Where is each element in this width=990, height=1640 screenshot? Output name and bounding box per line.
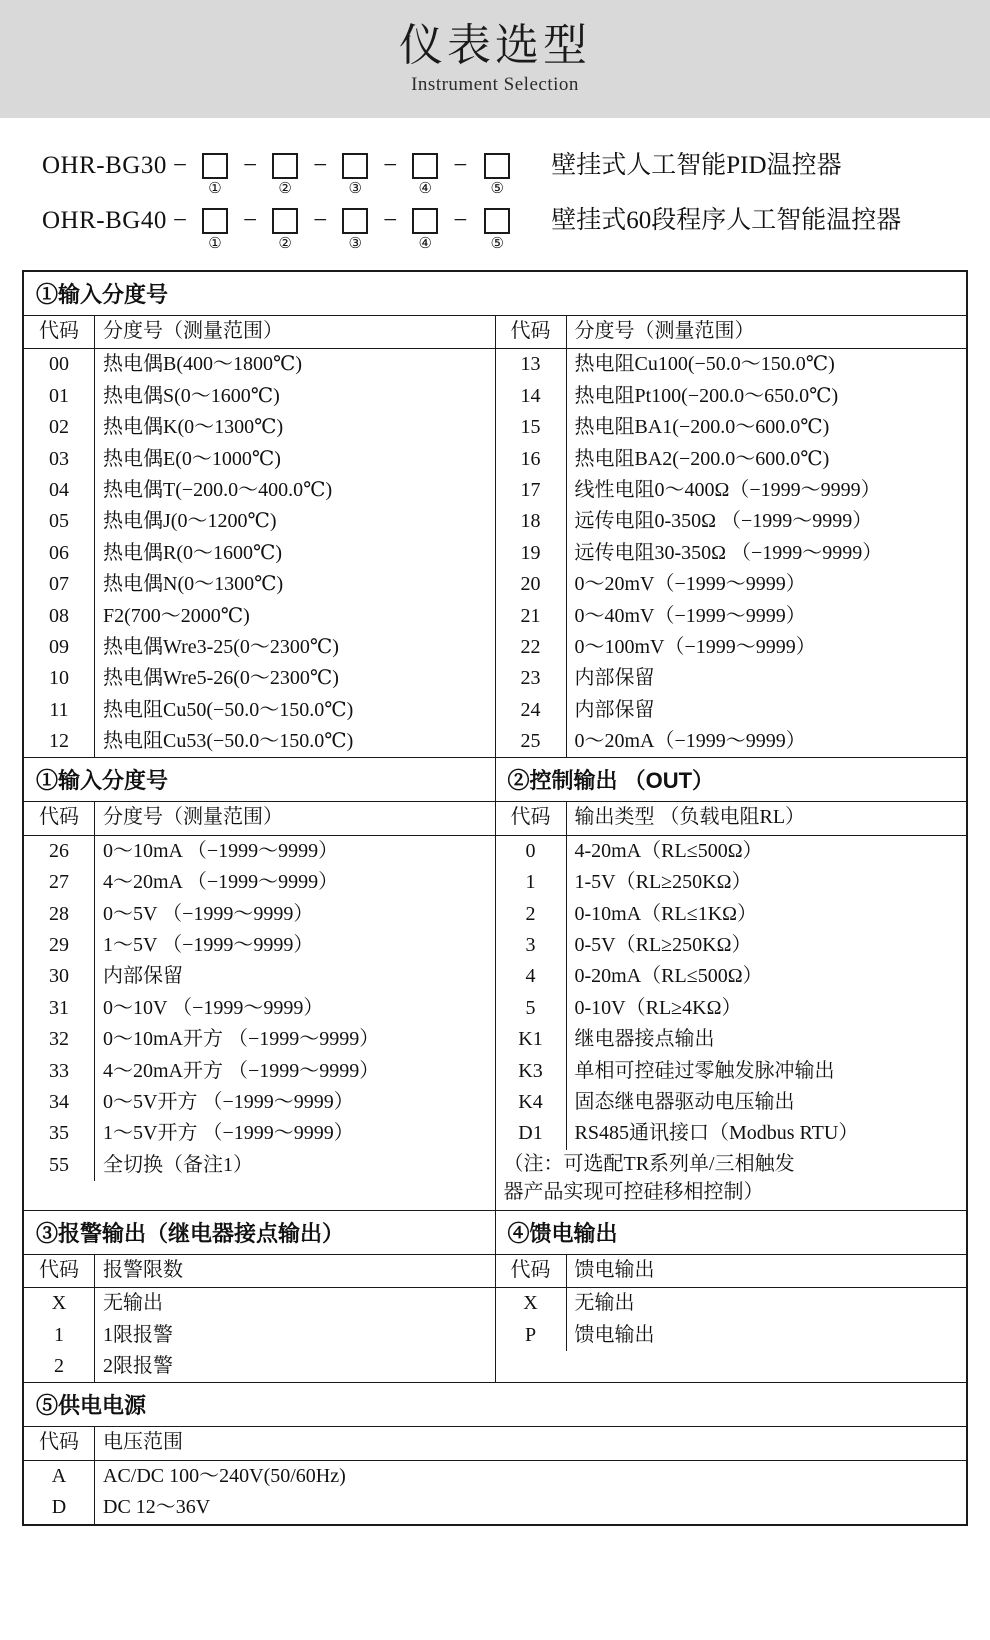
table-row — [24, 835, 495, 867]
cell-code: K4 — [496, 1087, 567, 1118]
cell-description: 热电偶J(0〜1200℃) — [103, 510, 277, 533]
cell-code: 12 — [24, 726, 95, 757]
cell-code: 03 — [24, 444, 95, 475]
cell-description: 热电偶N(0〜1300℃) — [103, 573, 284, 596]
cell-description: 馈电输出 — [574, 1323, 655, 1346]
cell-description: DC 12〜36V — [103, 1496, 211, 1519]
table-header-row — [24, 1255, 495, 1288]
cell-description: 远传电阻0-350Ω （−1999〜9999） — [574, 510, 873, 533]
slot-number: ④ — [418, 236, 432, 252]
page-subtitle: Instrument Selection — [411, 74, 579, 96]
cell-description: 0〜5V （−1999〜9999） — [103, 902, 314, 925]
dash: − — [172, 207, 187, 234]
cell-code: 19 — [496, 538, 567, 569]
dash: − — [242, 207, 258, 234]
table-row — [24, 632, 495, 663]
cell-code: 1 — [24, 1320, 95, 1351]
cell-code: P — [496, 1320, 567, 1351]
table-row — [24, 538, 495, 569]
table-row — [24, 1492, 966, 1523]
slot-number: ④ — [418, 181, 432, 197]
alarm-head-cell — [24, 1211, 496, 1255]
model-slot-5 — [475, 146, 519, 197]
model-slot-2 — [263, 201, 307, 252]
cell-code: 20 — [496, 569, 567, 600]
output-head-cell — [496, 758, 967, 802]
table-row — [24, 1320, 495, 1351]
dash: − — [313, 152, 328, 179]
model-slot-4 — [403, 201, 447, 252]
cell-description: 0-10mA（RL≤1KΩ） — [574, 902, 757, 925]
cell-description: 1-5V（RL≥250KΩ） — [574, 871, 752, 894]
alarm-column — [24, 1255, 496, 1383]
cell-description: 热电偶K(0〜1300℃) — [103, 416, 284, 439]
table-row — [24, 412, 495, 443]
input-cont-output-body — [24, 802, 966, 1209]
table-row — [496, 726, 967, 757]
table-row — [496, 961, 967, 992]
cell-description: 热电阻BA1(−200.0〜600.0℃) — [574, 416, 830, 439]
cell-description: 远传电阻30-350Ω （−1999〜9999） — [574, 541, 883, 564]
table-row — [24, 899, 495, 930]
input-right-column — [496, 316, 967, 757]
section-heading-power: ⑤供电电源 — [24, 1383, 966, 1427]
table-row — [496, 632, 967, 663]
cell-description: 内部保留 — [574, 698, 655, 721]
table-row — [496, 1024, 967, 1055]
page-title: 仪表选型 — [399, 20, 591, 70]
output-column — [496, 802, 967, 1209]
table-row — [24, 506, 495, 537]
cell-code: 26 — [24, 835, 95, 867]
cell-code: 27 — [24, 867, 95, 898]
cell-code: 30 — [24, 961, 95, 992]
slot-number: ② — [278, 236, 292, 252]
cell-description: 0〜10mA （−1999〜9999） — [103, 839, 339, 862]
dash: − — [453, 152, 468, 179]
table-row — [24, 1351, 495, 1382]
model-description: 壁挂式人工智能PID温控器 — [551, 152, 842, 179]
dash: − — [172, 152, 187, 179]
slot-number: ① — [208, 181, 222, 197]
cell-code: 09 — [24, 632, 95, 663]
table-row — [496, 993, 967, 1024]
model-slot-1 — [193, 146, 237, 197]
cell-description: 2限报警 — [103, 1354, 173, 1377]
table-row — [496, 1087, 967, 1118]
cell-code: K3 — [496, 1056, 567, 1087]
model-slot-2 — [263, 146, 307, 197]
table-row — [24, 569, 495, 600]
column-header-desc: 分度号（测量范围） — [95, 316, 495, 349]
table-row — [496, 867, 967, 898]
cell-description: 继电器接点输出 — [574, 1028, 715, 1051]
table-row — [496, 930, 967, 961]
table-row — [496, 538, 967, 569]
column-header-code: 代码 — [24, 316, 95, 349]
column-header-code: 代码 — [24, 1255, 95, 1288]
table-row — [496, 475, 967, 506]
table-row — [24, 1150, 495, 1181]
table-row — [24, 444, 495, 475]
table-row — [24, 1056, 495, 1087]
cell-description: 固态继电器驱动电压输出 — [574, 1090, 795, 1113]
dash: − — [383, 207, 398, 234]
cell-description: 热电偶B(400〜1800℃) — [103, 353, 303, 376]
alarm-table — [24, 1255, 495, 1383]
table-row — [496, 1288, 967, 1320]
table-row — [496, 444, 967, 475]
input-cont-head-cell — [24, 758, 496, 802]
output-table — [496, 802, 967, 1149]
model-name: OHR-BG40 — [42, 207, 167, 234]
table-row — [24, 1087, 495, 1118]
table-header-row — [24, 1427, 966, 1460]
dash: − — [242, 152, 258, 179]
cell-description: 0-20mA（RL≤500Ω） — [574, 965, 763, 988]
slot-number: ② — [278, 181, 292, 197]
cell-code: 0 — [496, 835, 567, 867]
cell-description: 0〜10V （−1999〜9999） — [103, 996, 324, 1019]
cell-code: 10 — [24, 663, 95, 694]
cell-code: 28 — [24, 899, 95, 930]
cell-description: 线性电阻0〜400Ω（−1999〜9999） — [574, 478, 881, 501]
table-row — [496, 899, 967, 930]
table-row — [24, 867, 495, 898]
cell-code: 2 — [496, 899, 567, 930]
cell-description: 0〜100mV（−1999〜9999） — [574, 635, 816, 658]
slot-number: ③ — [348, 181, 362, 197]
cell-description: 0〜20mV（−1999〜9999） — [574, 573, 806, 596]
slot-box — [412, 208, 438, 234]
column-header-desc: 馈电输出 — [566, 1255, 966, 1288]
table-row — [496, 569, 967, 600]
cell-description: 热电阻Pt100(−200.0〜650.0℃) — [574, 384, 839, 407]
feed-table — [496, 1255, 967, 1351]
table-row — [24, 1460, 966, 1492]
slot-box — [484, 153, 510, 179]
cell-description: 0〜10mA开方 （−1999〜9999） — [103, 1028, 380, 1051]
cell-code: 32 — [24, 1024, 95, 1055]
table-row — [24, 961, 495, 992]
cell-description: 0〜5V开方 （−1999〜9999） — [103, 1090, 354, 1113]
cell-description: 热电偶Wre5-26(0〜2300℃) — [103, 667, 339, 690]
model-row — [42, 146, 990, 197]
slot-box — [342, 153, 368, 179]
model-slot-3 — [333, 201, 377, 252]
model-slot-4 — [403, 146, 447, 197]
cell-description: 热电阻BA2(−200.0〜600.0℃) — [574, 447, 830, 470]
table-header-row — [24, 316, 495, 349]
cell-description: 内部保留 — [574, 667, 655, 690]
table-header-row — [496, 316, 967, 349]
cell-code: X — [24, 1288, 95, 1320]
specification-table — [22, 270, 968, 1526]
cell-description: 0〜20mA（−1999〜9999） — [574, 730, 806, 753]
cell-description: 热电阻Cu53(−50.0〜150.0℃) — [103, 730, 354, 753]
table-row — [496, 1320, 967, 1351]
cell-code: 08 — [24, 601, 95, 632]
cell-description: 4〜20mA开方 （−1999〜9999） — [103, 1059, 380, 1082]
cell-code: 29 — [24, 930, 95, 961]
cell-code: K1 — [496, 1024, 567, 1055]
slot-box — [272, 153, 298, 179]
cell-description: 0〜40mV（−1999〜9999） — [574, 604, 806, 627]
input-cont-table — [24, 802, 495, 1181]
table-row — [24, 726, 495, 757]
slot-number: ① — [208, 236, 222, 252]
table-row — [496, 1056, 967, 1087]
cell-code: 13 — [496, 349, 567, 381]
table-header-row — [24, 802, 495, 835]
cell-description: 0-5V（RL≥250KΩ） — [574, 934, 752, 957]
column-header-code: 代码 — [24, 1427, 95, 1460]
model-slot-5 — [475, 201, 519, 252]
column-header-desc: 分度号（测量范围） — [95, 802, 495, 835]
section-heading-input: ①输入分度号 — [24, 272, 966, 316]
table-row — [496, 506, 967, 537]
cell-code: X — [496, 1288, 567, 1320]
slot-number: ⑤ — [490, 181, 504, 197]
cell-code: 3 — [496, 930, 567, 961]
table-row — [496, 663, 967, 694]
cell-description: 热电偶Wre3-25(0〜2300℃) — [103, 635, 339, 658]
cell-code: 15 — [496, 412, 567, 443]
table-row — [24, 349, 495, 381]
cell-description: 热电偶S(0〜1600℃) — [103, 384, 280, 407]
cell-code: 33 — [24, 1056, 95, 1087]
cell-code: 35 — [24, 1118, 95, 1149]
cell-description: 0-10V（RL≥4KΩ） — [574, 996, 742, 1019]
cell-code: 18 — [496, 506, 567, 537]
slot-box — [202, 153, 228, 179]
table-header-row — [496, 802, 967, 835]
table-row — [24, 1024, 495, 1055]
slot-box — [272, 208, 298, 234]
column-header-code: 代码 — [496, 316, 567, 349]
cell-description: 全切换（备注1） — [103, 1153, 253, 1176]
table-row — [24, 930, 495, 961]
cell-code: D1 — [496, 1118, 567, 1149]
cell-description: AC/DC 100〜240V(50/60Hz) — [103, 1464, 346, 1487]
cell-code: 05 — [24, 506, 95, 537]
column-header-desc: 分度号（测量范围） — [566, 316, 966, 349]
cell-description: 热电阻Cu100(−50.0〜150.0℃) — [574, 353, 835, 376]
table-row — [496, 695, 967, 726]
alarm-feed-body — [24, 1255, 966, 1383]
section-heading-input-cont: ①输入分度号 — [24, 758, 495, 802]
model-name: OHR-BG30 — [42, 152, 167, 179]
page-header — [0, 0, 990, 118]
cell-code: 22 — [496, 632, 567, 663]
cell-description: F2(700〜2000℃) — [103, 604, 250, 627]
cell-code: 2 — [24, 1351, 95, 1382]
feed-head-cell — [496, 1211, 967, 1255]
slot-number: ⑤ — [490, 236, 504, 252]
cell-description: 1限报警 — [103, 1323, 173, 1346]
section-heading-output: ②控制输出 （OUT） — [496, 758, 967, 802]
section-heading-feed: ④馈电输出 — [496, 1211, 967, 1255]
table-row — [24, 1288, 495, 1320]
input-left-table — [24, 316, 495, 757]
table-row — [496, 1118, 967, 1149]
table-row — [24, 663, 495, 694]
cell-code: 07 — [24, 569, 95, 600]
cell-description: 热电偶R(0〜1600℃) — [103, 541, 283, 564]
model-slot-3 — [333, 146, 377, 197]
cell-code: 17 — [496, 475, 567, 506]
table-row — [496, 349, 967, 381]
cell-code: 25 — [496, 726, 567, 757]
output-note-line-1: （注：可选配TR系列单/三相触发 — [503, 1152, 795, 1175]
cell-code: 31 — [24, 993, 95, 1024]
table-row — [496, 412, 967, 443]
cell-code: 02 — [24, 412, 95, 443]
cell-description: 热电偶T(−200.0〜400.0℃) — [103, 478, 333, 501]
cell-code: 4 — [496, 961, 567, 992]
input-section-body — [24, 316, 966, 757]
slot-box — [202, 208, 228, 234]
input-right-table — [496, 316, 967, 757]
dash: − — [383, 152, 398, 179]
cell-description: 热电阻Cu50(−50.0〜150.0℃) — [103, 698, 354, 721]
input-cont-column — [24, 802, 496, 1209]
cell-code: 14 — [496, 381, 567, 412]
cell-code: 01 — [24, 381, 95, 412]
cell-description: 无输出 — [574, 1292, 635, 1315]
cell-code: 00 — [24, 349, 95, 381]
output-note-line-2: 器产品实现可控硅移相控制） — [503, 1180, 764, 1203]
table-row — [496, 381, 967, 412]
dash: − — [313, 207, 328, 234]
cell-code: 16 — [496, 444, 567, 475]
table-row — [24, 1118, 495, 1149]
cell-description: 4-20mA（RL≤500Ω） — [574, 839, 763, 862]
table-row — [24, 695, 495, 726]
table-row — [496, 601, 967, 632]
input-cont-output-heads — [24, 757, 966, 802]
slot-number: ③ — [348, 236, 362, 252]
cell-code: 11 — [24, 695, 95, 726]
table-row — [496, 835, 967, 867]
column-header-code: 代码 — [496, 1255, 567, 1288]
section-heading-alarm: ③报警输出（继电器接点输出） — [24, 1211, 495, 1255]
cell-description: 单相可控硅过零触发脉冲输出 — [574, 1059, 835, 1082]
column-header-desc: 电压范围 — [95, 1427, 967, 1460]
cell-code: 5 — [496, 993, 567, 1024]
table-row — [24, 993, 495, 1024]
cell-description: 1〜5V开方 （−1999〜9999） — [103, 1122, 354, 1145]
cell-description: 4〜20mA （−1999〜9999） — [103, 871, 339, 894]
alarm-feed-heads — [24, 1210, 966, 1255]
slot-box — [412, 153, 438, 179]
cell-code: 06 — [24, 538, 95, 569]
table-row — [24, 475, 495, 506]
cell-code: 1 — [496, 867, 567, 898]
cell-code: 04 — [24, 475, 95, 506]
feed-column — [496, 1255, 967, 1383]
cell-description: RS485通讯接口（Modbus RTU） — [574, 1122, 859, 1145]
cell-code: 23 — [496, 663, 567, 694]
cell-code: 21 — [496, 601, 567, 632]
column-header-desc: 输出类型 （负载电阻RL） — [566, 802, 966, 835]
cell-code: A — [24, 1460, 95, 1492]
table-row — [24, 381, 495, 412]
cell-code: D — [24, 1492, 95, 1523]
cell-description: 热电偶E(0〜1000℃) — [103, 447, 281, 470]
model-row — [42, 201, 990, 252]
column-header-code: 代码 — [496, 802, 567, 835]
power-table — [24, 1427, 966, 1523]
table-header-row — [496, 1255, 967, 1288]
column-header-code: 代码 — [24, 802, 95, 835]
model-slot-1 — [193, 201, 237, 252]
input-left-column — [24, 316, 496, 757]
slot-box — [484, 208, 510, 234]
dash: − — [453, 207, 468, 234]
power-section — [24, 1382, 966, 1523]
column-header-desc: 报警限数 — [95, 1255, 495, 1288]
cell-description: 内部保留 — [103, 965, 183, 988]
cell-code: 55 — [24, 1150, 95, 1181]
model-code-diagram — [0, 118, 990, 262]
table-row — [24, 601, 495, 632]
slot-box — [342, 208, 368, 234]
cell-description: 1〜5V （−1999〜9999） — [103, 934, 314, 957]
cell-code: 34 — [24, 1087, 95, 1118]
model-description: 壁挂式60段程序人工智能温控器 — [551, 207, 902, 234]
cell-code: 24 — [496, 695, 567, 726]
cell-description: 无输出 — [103, 1292, 163, 1315]
